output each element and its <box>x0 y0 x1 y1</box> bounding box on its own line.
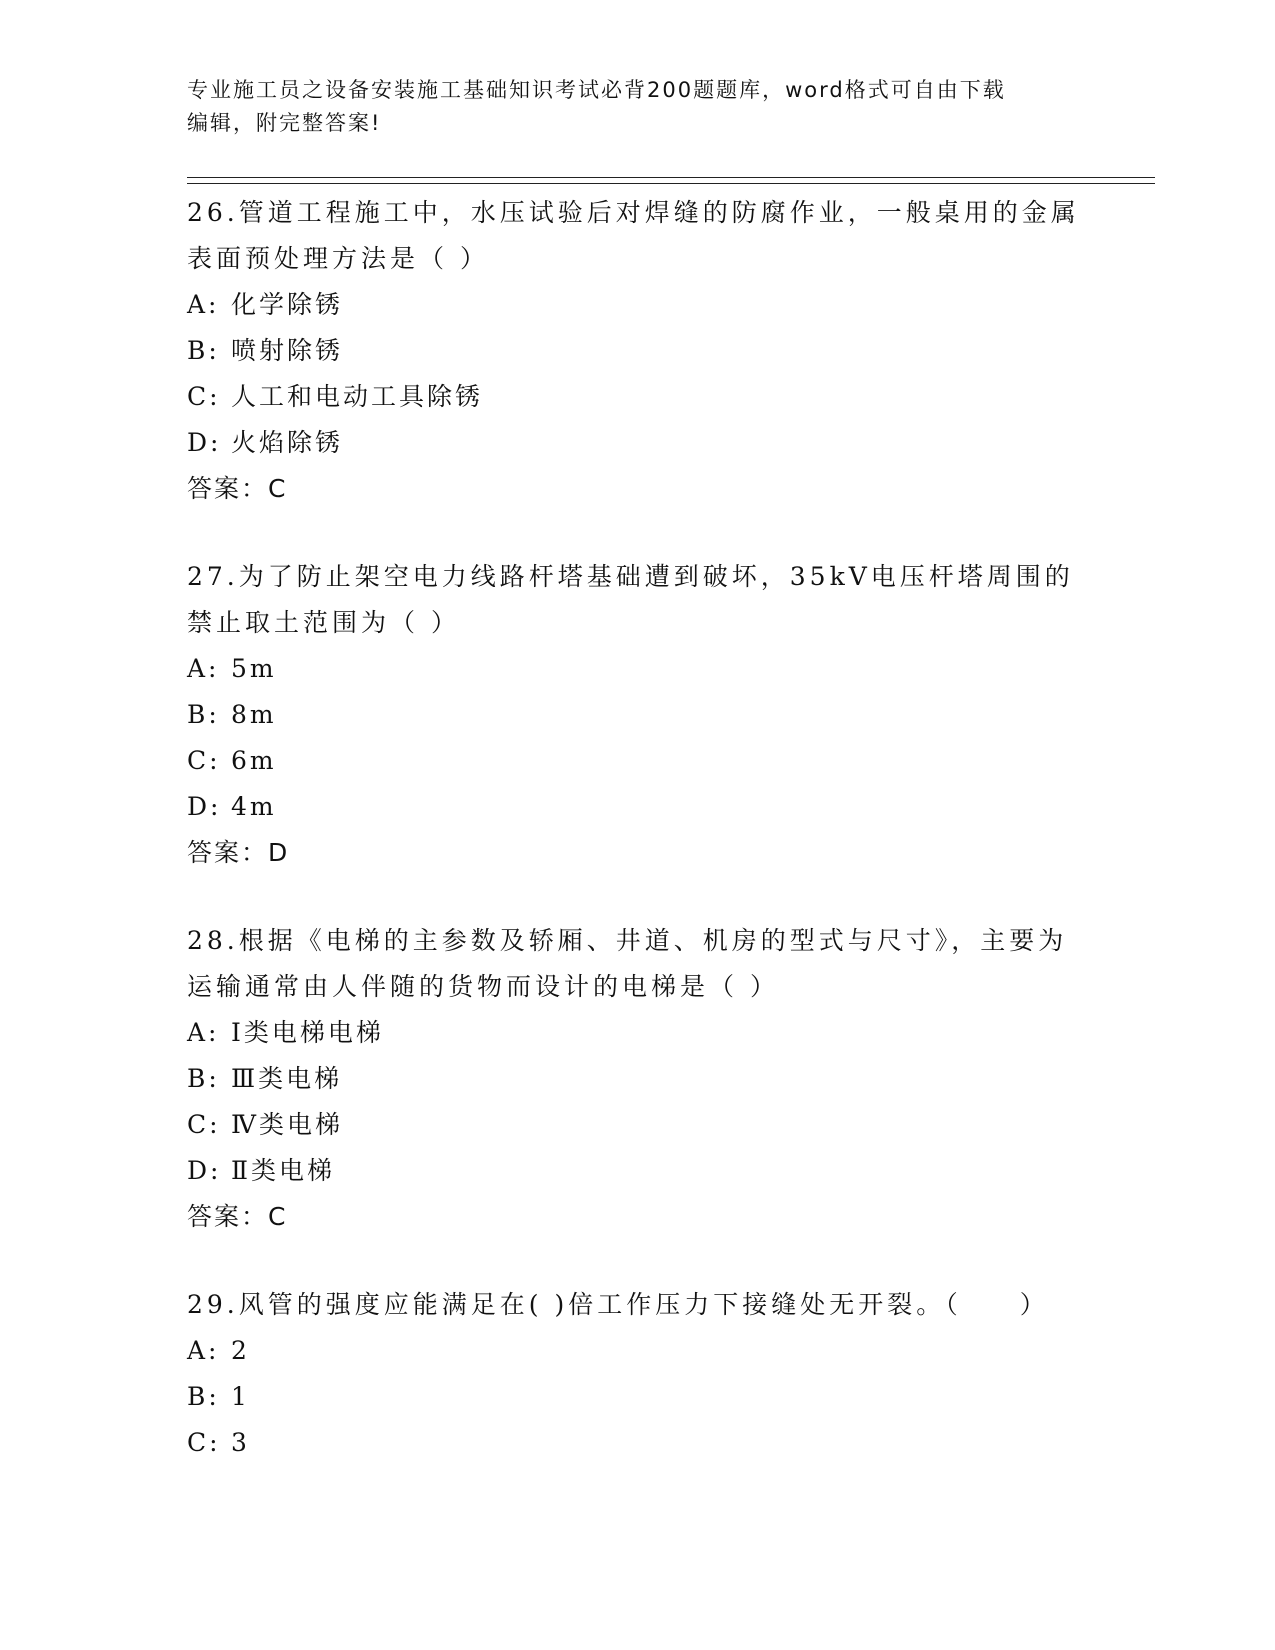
header-divider-top <box>187 177 1155 178</box>
option-text: Ⅰ类电梯电梯 <box>231 1018 384 1047</box>
option-key: D: <box>187 792 222 821</box>
option-c <box>187 738 1087 784</box>
header-title-line-2: 编辑，附完整答案! <box>187 111 382 135</box>
option-c <box>187 1420 1087 1466</box>
question-text: 风管的强度应能满足在( )倍工作压力下接缝处无开裂。（ ） <box>238 1290 1049 1319</box>
option-text: Ⅲ类电梯 <box>231 1064 343 1093</box>
option-c <box>187 1102 1087 1148</box>
option-d <box>187 420 1087 466</box>
answer-label: 答案： <box>187 838 269 867</box>
option-text: 化学除锈 <box>231 290 344 319</box>
option-key: C: <box>187 746 221 775</box>
option-key: C: <box>187 382 221 411</box>
option-text: 4m <box>231 792 277 821</box>
option-key: D: <box>187 1156 222 1185</box>
option-key: B: <box>187 336 220 365</box>
question-block <box>187 554 1087 876</box>
header-title-line-1: 专业施工员之设备安装施工基础知识考试必背200题题库，word格式可自由下载 <box>187 78 1006 102</box>
option-key: B: <box>187 1064 220 1093</box>
option-text: 6m <box>231 746 277 775</box>
question-stem <box>187 554 1087 646</box>
question-text: 根据《电梯的主参数及轿厢、井道、机房的型式与尺寸》，主要为运输通常由人伴随的货物而设计的电梯是（ ） <box>187 926 1068 1001</box>
option-b <box>187 1056 1087 1102</box>
option-text: 5m <box>231 654 277 683</box>
answer-label: 答案： <box>187 474 269 503</box>
question-stem <box>187 918 1087 1010</box>
option-text: Ⅱ类电梯 <box>231 1156 335 1185</box>
option-a <box>187 646 1087 692</box>
option-d <box>187 784 1087 830</box>
option-a <box>187 282 1087 328</box>
option-text: Ⅳ类电梯 <box>231 1110 343 1139</box>
option-a <box>187 1010 1087 1056</box>
option-key: A: <box>187 1018 220 1047</box>
option-text: 火焰除锈 <box>231 428 344 457</box>
option-d <box>187 1148 1087 1194</box>
option-a <box>187 1328 1087 1374</box>
option-b <box>187 692 1087 738</box>
question-block <box>187 1282 1087 1466</box>
option-key: D: <box>187 428 222 457</box>
answer-label: 答案： <box>187 1202 269 1231</box>
question-stem <box>187 1282 1087 1328</box>
answer-line <box>187 466 1087 512</box>
question-number: 26. <box>187 198 239 227</box>
option-key: A: <box>187 290 220 319</box>
question-number: 29. <box>187 1290 239 1319</box>
question-block <box>187 918 1087 1240</box>
question-text: 为了防止架空电力线路杆塔基础遭到破坏，35kV电压杆塔周围的禁止取土范围为（ ） <box>187 562 1074 637</box>
answer-line <box>187 1194 1087 1240</box>
option-c <box>187 374 1087 420</box>
option-key: A: <box>187 654 220 683</box>
question-number: 27. <box>187 562 239 591</box>
answer-line <box>187 830 1087 876</box>
header-divider-bottom <box>187 183 1155 184</box>
answer-value: C <box>268 474 288 503</box>
option-key: A: <box>187 1336 220 1365</box>
option-text: 喷射除锈 <box>231 336 344 365</box>
question-list <box>187 190 1087 1508</box>
option-text: 8m <box>231 700 277 729</box>
option-b <box>187 328 1087 374</box>
option-key: C: <box>187 1110 221 1139</box>
option-text: 3 <box>231 1428 250 1457</box>
answer-value: D <box>268 838 290 867</box>
option-b <box>187 1374 1087 1420</box>
question-stem <box>187 190 1087 282</box>
answer-value: C <box>268 1202 288 1231</box>
question-block <box>187 190 1087 512</box>
option-key: B: <box>187 700 220 729</box>
document-header <box>187 74 1087 140</box>
option-key: B: <box>187 1382 220 1411</box>
question-text: 管道工程施工中，水压试验后对焊缝的防腐作业，一般桌用的金属表面预处理方法是（ ） <box>187 198 1080 273</box>
option-text: 1 <box>231 1382 250 1411</box>
option-key: C: <box>187 1428 221 1457</box>
option-text: 2 <box>231 1336 250 1365</box>
option-text: 人工和电动工具除锈 <box>231 382 484 411</box>
question-number: 28. <box>187 926 239 955</box>
